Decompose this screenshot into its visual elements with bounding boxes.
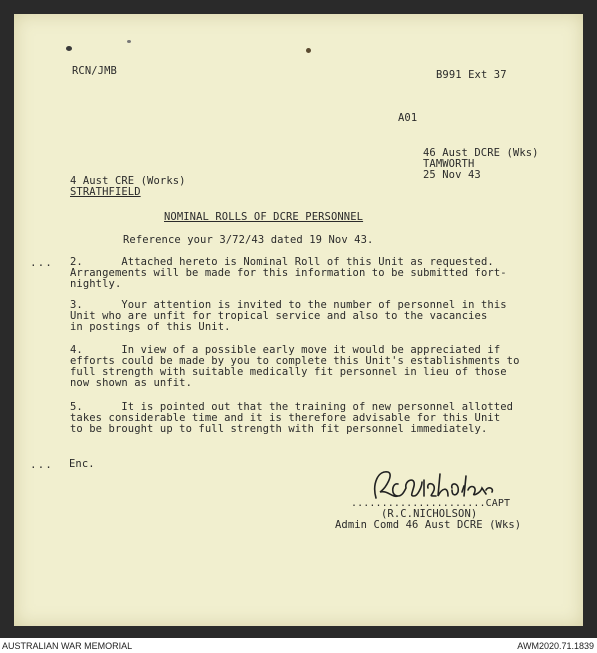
archive-id: AWM2020.71.1839 [517, 641, 594, 651]
signature-dots: ......................CAPT [351, 498, 511, 509]
paragraph-line: in postings of this Unit. [70, 321, 231, 333]
paragraph-line: 4. In view of a possible early move it would be appreciated if [70, 344, 501, 356]
reference-line: Reference your 3/72/43 dated 19 Nov 43. [123, 234, 374, 246]
reference-code-left: RCN/JMB [72, 65, 117, 77]
ink-stain [306, 48, 311, 53]
ink-stain [66, 46, 72, 51]
reference-code-right: B991 Ext 37 [436, 69, 507, 81]
paper-mark [127, 40, 131, 43]
paragraph-line: to be brought up to full strength with fit personnel immediately. [70, 423, 488, 435]
signatory-name: (R.C.NICHOLSON) [381, 508, 478, 520]
enclosure-note: Enc. [69, 458, 95, 470]
paragraph-5 [70, 402, 550, 435]
recipient-place: STRATHFIELD [70, 186, 141, 198]
paragraph-line: efforts could be made by you to complete this Unit's establishments to [70, 355, 520, 367]
paragraph-line: takes considerable time and it is therefore advisable for this Unit [70, 412, 501, 424]
sender-place: TAMWORTH [423, 158, 475, 170]
sender-unit: 46 Aust DCRE (Wks) [423, 147, 539, 159]
margin-dots: ... [30, 458, 53, 471]
margin-dots: ... [30, 256, 53, 269]
paragraph-line: nightly. [70, 278, 122, 290]
signatory-title: Admin Comd 46 Aust DCRE (Wks) [335, 519, 522, 531]
file-code: A01 [398, 112, 418, 124]
paragraph-line: Arrangements will be made for this information to be submitted fort- [70, 267, 507, 279]
letter-subject: NOMINAL ROLLS OF DCRE PERSONNEL [164, 211, 364, 223]
paragraph-line: 2. Attached hereto is Nominal Roll of this Unit as requested. [70, 256, 494, 268]
paragraph-4 [70, 345, 550, 389]
letter-date: 25 Nov 43 [423, 169, 481, 181]
paragraph-line: now shown as unfit. [70, 377, 193, 389]
paragraph-line: 3. Your attention is invited to the number of personnel in this [70, 299, 507, 311]
paragraph-line: 5. It is pointed out that the training of new personnel allotted [70, 401, 514, 413]
paragraph-3 [70, 300, 550, 333]
recipient-unit: 4 Aust CRE (Works) [70, 175, 186, 187]
paragraph-line: full strength with suitable medically fit personnel in lieu of those [70, 366, 507, 378]
paragraph-2 [70, 257, 550, 290]
paragraph-line: Unit who are unfit for tropical service and also to the vacancies [70, 310, 488, 322]
archive-source: AUSTRALIAN WAR MEMORIAL [2, 641, 133, 651]
